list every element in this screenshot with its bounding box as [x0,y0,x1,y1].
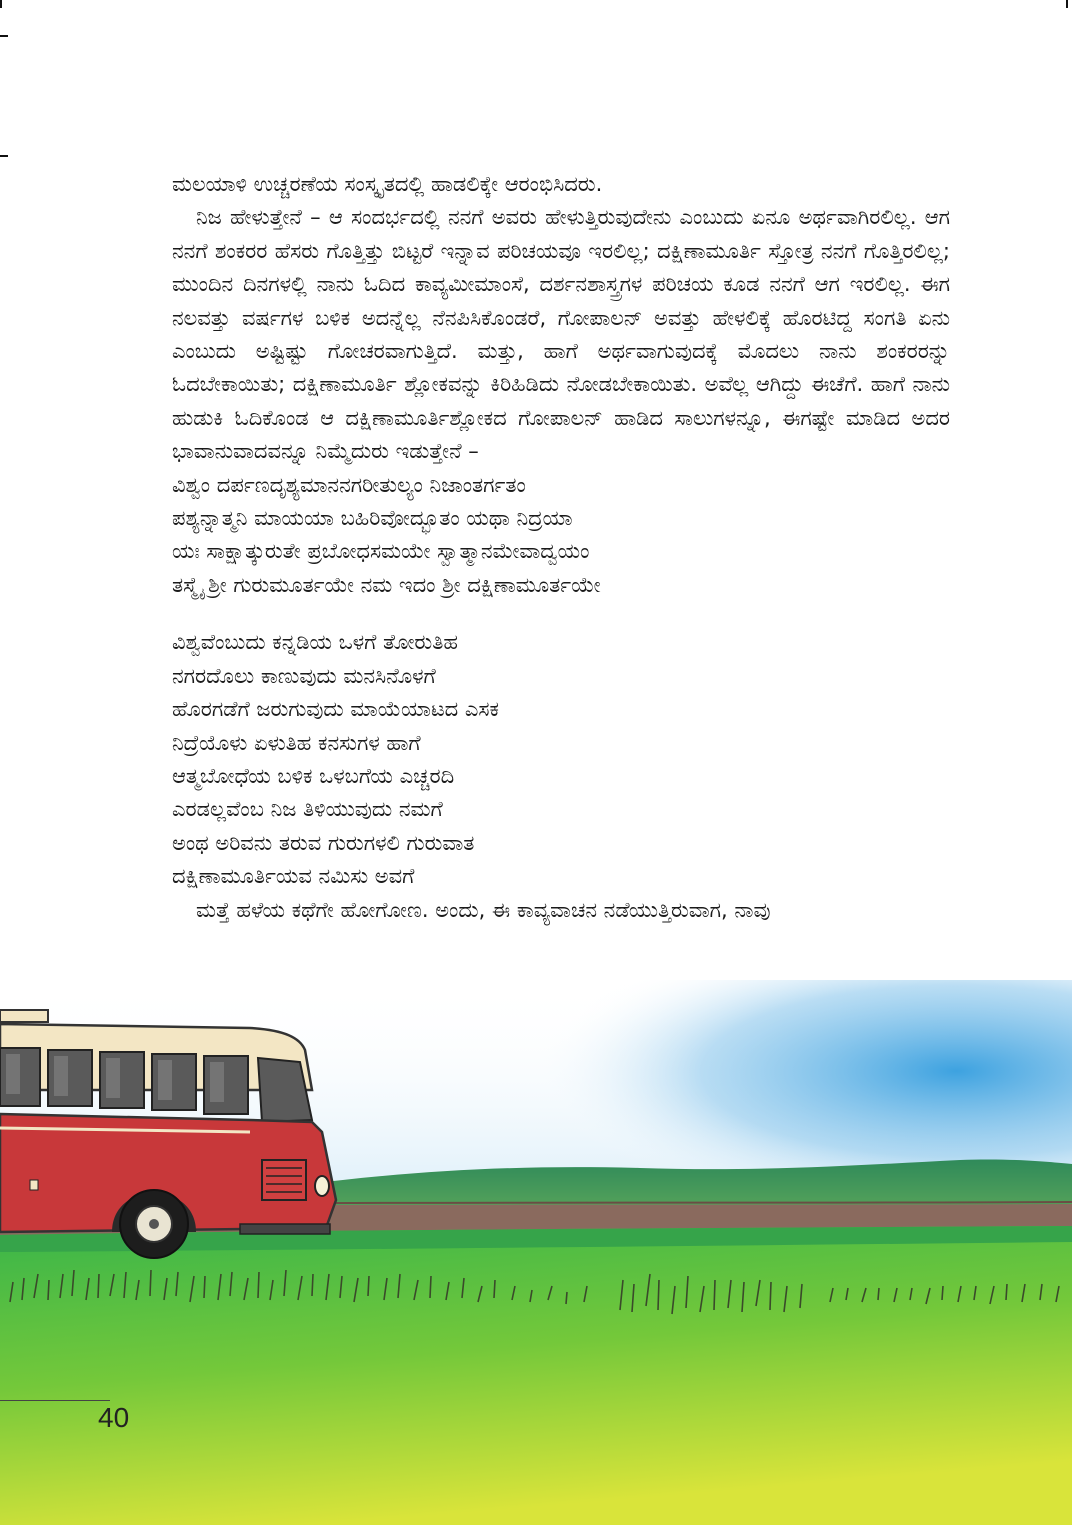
crop-mark-left-1 [0,35,8,37]
body-text [172,168,950,927]
poem-line: ವಿಶ್ವವೆಂಬುದು ಕನ್ನಡಿಯ ಒಳಗೆ ತೋರುತಿಹ [172,630,458,655]
grass-field [0,1226,1072,1525]
paragraph-main: ನಿಜ ಹೇಳುತ್ತೇನೆ – ಆ ಸಂದರ್ಭದಲ್ಲಿ ನನಗೆ ಅವರು ಹೇಳುತ್ತಿರುವುದೇನು ಎಂಬುದು ಏನೂ ಅರ್ಥವಾಗಿರಲಿಲ್ಲ. ಆಗ ನನಗೆ ಶಂಕರರ ಹೆಸರು ಗೊತ್ತಿತ್ತು ಬಿಟ್ಟರೆ ಇನ್ನಾವ ಪರಿಚಯವೂ ಇರಲಿಲ್ಲ; ದಕ್ಷಿಣಾಮೂರ್ತಿ ಸ್ತೋತ್ರ ನನಗೆ ಗೊತ್ತಿರಲಿಲ್ಲ; ಮುಂದಿನ ದಿನಗಳಲ್ಲಿ ನಾನು ಓದಿದ ಕಾವ್ಯಮೀಮಾಂಸೆ, ದರ್ಶನಶಾಸ್ತ್ರಗಳ ಪರಿಚಯ ಕೂಡ ನನಗೆ ಆಗ ಇರಲಿಲ್ಲ. ಈಗ ನಲವತ್ತು ವರ್ಷಗಳ ಬಳಿಕ ಅದನ್ನೆಲ್ಲ ನೆನಪಿಸಿಕೊಂಡರೆ, ಗೋಪಾಲನ್ ಅವತ್ತು ಹೇಳಲಿಕ್ಕೆ ಹೊರಟಿದ್ದ ಸಂಗತಿ ಏನು ಎಂಬುದು ಅಷ್ಟಿಷ್ಟು ಗೋಚರವಾಗುತ್ತಿದೆ. ಮತ್ತು, ಹಾಗೆ ಅರ್ಥವಾಗುವುದಕ್ಕೆ ಮೊದಲು ನಾನು ಶಂಕರರನ್ನು ಓದಬೇಕಾಯಿತು; ದಕ್ಷಿಣಾಮೂರ್ತಿ ಶ್ಲೋಕವನ್ನು ಕಿರಿಹಿಡಿದು ನೋಡಬೇಕಾಯಿತು. ಅವೆಲ್ಲ ಆಗಿದ್ದು ಈಚೆಗೆ. ಹಾಗೆ ನಾನು ಹುಡುಕಿ ಓದಿಕೊಂಡ ಆ ದಕ್ಷಿಣಾಮೂರ್ತಿಶ್ಲೋಕದ ಗೋಪಾಲನ್ ಹಾಡಿದ ಸಾಲುಗಳನ್ನೂ, ಈಗಷ್ಟೇ ಮಾಡಿದ ಅದರ ಭಾವಾನುವಾದವನ್ನೂ ನಿಮ್ಮೆದುರು ಇಡುತ್ತೇನೆ – [172,205,950,464]
crop-mark-top-right [1066,0,1068,8]
stanza-gap [172,602,950,626]
poem-line: ಹೊರಗಡೆಗೆ ಜರುಗುವುದು ಮಾಯೆಯಾಟದ ಎಸಕ [172,697,499,722]
page-number-rule [0,1400,110,1401]
bus-icon [0,1010,336,1258]
verse-line: ವಿಶ್ವಂ ದರ್ಪಣದೃಶ್ಯಮಾನನಗರೀತುಲ್ಯಂ ನಿಜಾಂತರ್ಗತಂ [172,472,526,497]
paragraph-closing: ಮತ್ತೆ ಹಳೆಯ ಕಥೆಗೇ ಹೋಗೋಣ. ಅಂದು, ಈ ಕಾವ್ಯವಾಚನ ನಡೆಯುತ್ತಿರುವಾಗ, ನಾವು [196,897,771,922]
poem-line: ದಕ್ಷಿಣಾಮೂರ್ತಿಯವ ನಮಿಸು ಅವಗೆ [172,864,415,889]
verse-line: ಪಶ್ಯನ್ನಾತ್ಮನಿ ಮಾಯಯಾ ಬಹಿರಿವೋದ್ಭೂತಂ ಯಥಾ ನಿದ್ರಯಾ [172,506,573,531]
crop-mark-left-2 [0,155,8,157]
crop-mark-top-left [0,0,2,8]
poem-line: ಅಂಥ ಅರಿವನು ತರುವ ಗುರುಗಳಲಿ ಗುರುವಾತ [172,830,475,855]
verse-line: ತಸ್ಮೈ ಶ್ರೀ ಗುರುಮೂರ್ತಯೇ ನಮ ಇದಂ ಶ್ರೀ ದಕ್ಷಿಣಾಮೂರ್ತಯೇ [172,572,601,597]
bus-landscape-illustration [0,980,1072,1525]
poem-line: ಆತ್ಮಬೋಧೆಯ ಬಳಿಕ ಒಳಬಗೆಯ ಎಚ್ಚರದಿ [172,763,455,788]
poem-line: ಎರಡಲ್ಲವೆಂಬ ನಿಜ ತಿಳಿಯುವುದು ನಮಗೆ [172,797,443,822]
page-number: 40 [98,1402,130,1433]
poem-line: ನಿದ್ರೆಯೊಳು ಏಳುತಿಹ ಕನಸುಗಳ ಹಾಗೆ [172,730,421,755]
kannada-poem [172,626,950,893]
verse-line: ಯಃ ಸಾಕ್ಷಾತ್ಕುರುತೇ ಪ್ರಬೋಧಸಮಯೇ ಸ್ವಾತ್ಮಾನಮೇವಾದ್ವಯಂ [172,539,590,564]
sanskrit-verse [172,469,950,603]
poem-line: ನಗರದೊಲು ಕಾಣುವುದು ಮನಸಿನೊಳಗೆ [172,663,436,688]
paragraph-intro: ಮಲಯಾಳಿ ಉಚ್ಚರಣೆಯ ಸಂಸ್ಕೃತದಲ್ಲಿ ಹಾಡಲಿಕ್ಕೇ ಆರಂಭಿಸಿದರು. [172,172,603,196]
